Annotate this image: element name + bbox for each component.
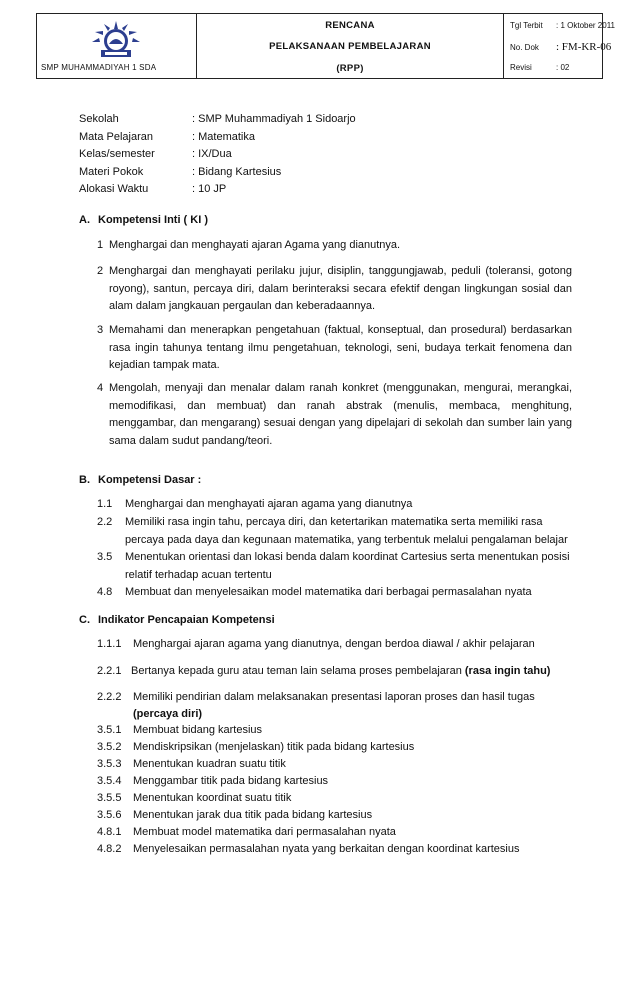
identity-row-class xyxy=(79,148,356,166)
meta-value: : 02 xyxy=(556,63,570,72)
identity-value: : Bidang Kartesius xyxy=(192,165,282,178)
indicator-3-5-4 xyxy=(97,773,577,790)
item-number: 3.5.5 xyxy=(97,792,122,804)
item-text: Membuat dan menyelesaikan model matematika dari berbagai permasalahan nyata xyxy=(125,586,532,598)
item-text-plain: Memiliki pendirian dalam melaksanakan presentasi laporan proses dan hasil tugas xyxy=(133,691,535,703)
section-c-heading xyxy=(79,614,275,626)
item-text: Menghargai dan menghayati ajaran Agama yang dianutnya. xyxy=(109,239,401,251)
header-meta-cell xyxy=(504,14,615,78)
identity-value: : IX/Dua xyxy=(192,148,232,160)
item-number: 3.5.2 xyxy=(97,741,122,753)
kd-item-2-2 xyxy=(97,514,577,549)
item-number: 4.8.1 xyxy=(97,826,122,838)
item-text-plain: Menghargai ajaran agama yang dianutnya, dengan berdoa diawal / akhir pelajaran xyxy=(133,638,535,650)
meta-key: Revisi xyxy=(510,63,532,72)
meta-doc-number xyxy=(510,41,611,53)
indicator-3-5-2 xyxy=(97,739,577,756)
section-b-heading xyxy=(79,474,201,486)
indicator-4-8-1 xyxy=(97,824,577,841)
identity-row-time xyxy=(79,183,356,201)
section-title: Kompetensi Dasar : xyxy=(98,474,202,486)
item-text: Menentukan kuadran suatu titik xyxy=(133,758,286,770)
meta-value: : FM-KR-06 xyxy=(556,41,612,53)
item-number: 3.5.1 xyxy=(97,724,122,736)
item-number: 3.5.6 xyxy=(97,809,122,821)
identity-value: : 10 JP xyxy=(192,183,227,195)
meta-publish-date xyxy=(510,21,615,30)
identity-row-school xyxy=(79,113,356,131)
identity-key: Sekolah xyxy=(79,113,119,125)
kd-item-3-5 xyxy=(97,549,577,584)
item-text-bold: (percaya diri) xyxy=(133,707,203,720)
header-logo-cell xyxy=(37,14,197,78)
item-number: 2.2.2 xyxy=(97,691,122,703)
item-number: 4.8.2 xyxy=(97,843,122,855)
item-number: 3 xyxy=(97,324,104,336)
school-name: SMP MUHAMMADIYAH 1 SDA xyxy=(41,63,157,72)
item-number: 1.1.1 xyxy=(97,638,122,650)
document-header-table xyxy=(36,13,615,79)
indicator-4-8-2 xyxy=(97,841,577,858)
item-text-plain: Bertanya kepada guru atau teman lain selama proses pembelajaran xyxy=(131,665,462,677)
identity-value: : Matematika xyxy=(192,130,255,143)
indicator-1-1-1 xyxy=(97,636,577,653)
section-letter: A. xyxy=(79,214,90,226)
section-a-heading xyxy=(79,214,208,226)
item-number: 1 xyxy=(97,239,104,251)
identity-key: Kelas/semester xyxy=(79,148,155,160)
ki-item-4 xyxy=(97,380,572,450)
item-number: 4 xyxy=(97,382,104,394)
identity-key: Mata Pelajaran xyxy=(79,130,153,143)
item-text xyxy=(133,636,577,653)
item-text xyxy=(133,689,577,722)
ki-item-2 xyxy=(97,263,572,316)
title-line-2: PELAKSANAAN PEMBELAJARAN xyxy=(269,41,431,52)
item-text: Memahami dan menerapkan pengetahuan (faktual, konseptual, dan prosedural) berdasarkan rasa ingin tahunya tentang ilmu pengetahuan, teknologi, seni, budaya terkait fenomena dan kejadian tampak mata. xyxy=(109,324,572,371)
section-title: Indikator Pencapaian Kompetensi xyxy=(98,614,275,626)
meta-key: Tgl Terbit xyxy=(510,21,543,30)
item-text: Membuat model matematika dari permasalahan nyata xyxy=(133,826,396,838)
item-text: Menggambar titik pada bidang kartesius xyxy=(133,775,329,787)
identity-key: Alokasi Waktu xyxy=(79,183,149,195)
kd-item-1-1 xyxy=(97,496,577,514)
title-line-3: (RPP) xyxy=(336,63,364,74)
identity-row-topic xyxy=(79,166,356,184)
indicator-3-5-1 xyxy=(97,722,577,739)
indicator-2-2-1 xyxy=(97,663,577,680)
identity-block xyxy=(79,113,356,201)
item-number: 3.5.4 xyxy=(97,775,122,787)
identity-value: : SMP Muhammadiyah 1 Sidoarjo xyxy=(192,113,356,125)
item-text: Menghargai dan menghayati perilaku jujur, disiplin, tanggungjawab, peduli (toleransi, gotong royong), santun, percaya diri, dalam berinteraksi secara efektif dengan lingkungan sosial dan alam dalam jangkauan pergaulan dan keberadaannya. xyxy=(109,265,572,312)
indicator-3-5-6 xyxy=(97,807,577,824)
item-text-bold: (rasa ingin tahu) xyxy=(464,665,551,677)
item-text: Menyelesaikan permasalahan nyata yang berkaitan dengan koordinat kartesius xyxy=(133,843,520,855)
item-number: 3.5 xyxy=(97,551,113,563)
muhammadiyah-sun-logo-icon xyxy=(87,20,145,60)
indicator-3-5-5 xyxy=(97,790,577,807)
meta-revision xyxy=(510,63,569,72)
item-text: Mendiskripsikan (menjelaskan) titik pada bidang kartesius xyxy=(133,741,415,753)
header-title-cell xyxy=(197,14,504,78)
indicator-3-5-3 xyxy=(97,756,577,773)
meta-key: No. Dok xyxy=(510,43,539,52)
item-number: 2.2.1 xyxy=(97,665,122,677)
identity-key: Materi Pokok xyxy=(79,165,144,178)
item-number: 2 xyxy=(97,265,104,277)
section-letter: B. xyxy=(79,474,90,486)
item-text: Menghargai dan menghayati ajaran agama yang dianutnya xyxy=(125,498,413,510)
item-text: Menentukan jarak dua titik pada bidang kartesius xyxy=(133,809,373,821)
ki-item-3 xyxy=(97,322,572,375)
section-title: Kompetensi Inti ( KI ) xyxy=(98,214,208,226)
item-text: Menentukan orientasi dan lokasi benda dalam koordinat Cartesius serta menentukan posisi relatif terhadap acuan tertentu xyxy=(125,551,570,581)
section-letter: C. xyxy=(79,614,90,626)
ki-item-1 xyxy=(97,237,572,255)
identity-row-subject xyxy=(79,131,356,149)
item-text: Mengolah, menyaji dan menalar dalam ranah konkret (menggunakan, mengurai, merangkai, memodifikasi, dan membuat) dan ranah abstrak (menulis, membaca, menghitung, menggambar, dan mengarang) sesuai dengan yang dipelajari di sekolah dan sumber lain yang sama dalam sudut pandang/teori. xyxy=(109,382,572,447)
item-number: 3.5.3 xyxy=(97,758,122,770)
item-number: 1.1 xyxy=(97,498,113,510)
item-text: Menentukan koordinat suatu titik xyxy=(133,792,292,804)
item-number: 4.8 xyxy=(97,586,113,598)
indicator-2-2-2 xyxy=(97,689,577,722)
item-text: Membuat bidang kartesius xyxy=(133,724,263,736)
item-text: Memiliki rasa ingin tahu, percaya diri, dan ketertarikan matematika serta memiliki rasa percaya pada daya dan kegunaan matematika, yang terbentuk melalui pengalaman belajar xyxy=(125,516,568,546)
item-number: 2.2 xyxy=(97,516,113,528)
title-line-1: RENCANA xyxy=(325,20,375,31)
kd-item-4-8 xyxy=(97,584,577,602)
item-text xyxy=(131,663,577,680)
meta-value: : 1 Oktober 2011 xyxy=(556,21,615,30)
